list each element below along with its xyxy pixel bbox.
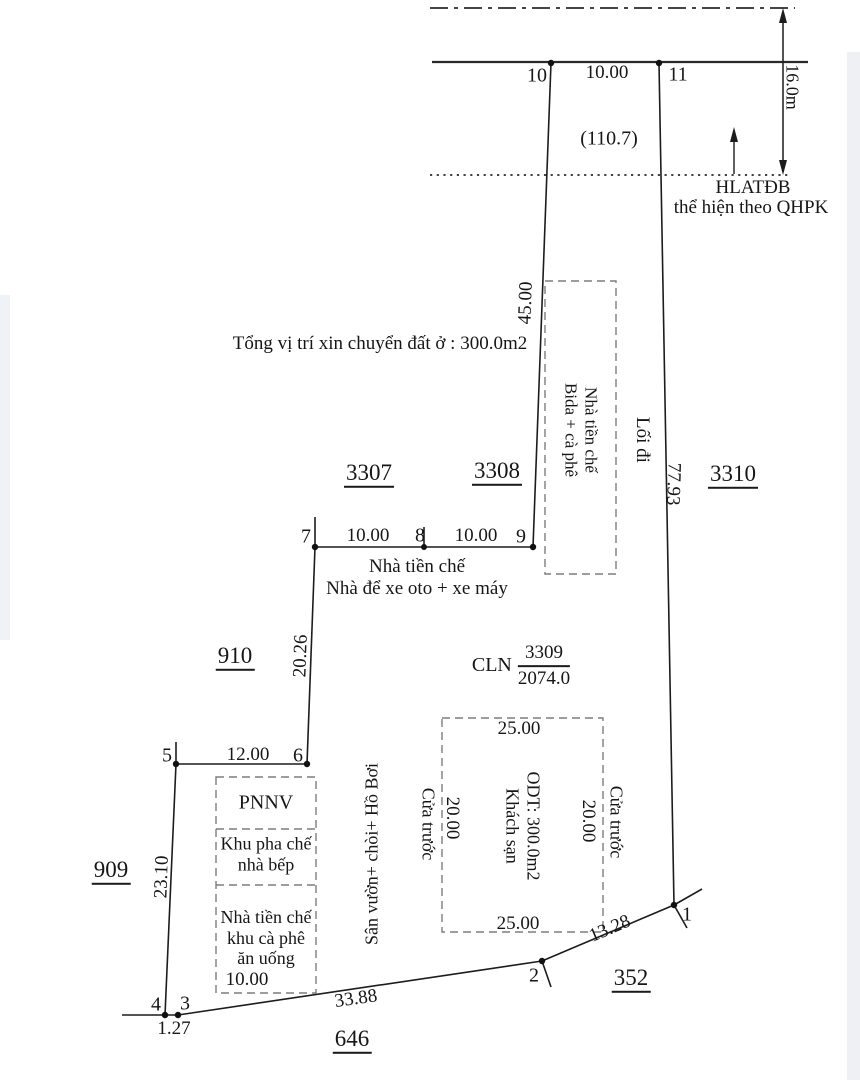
dim-20-00-right: 20.00	[577, 799, 599, 843]
dim-33-88: 33.88	[333, 985, 379, 1012]
hotel-line-2: Khách sạn	[503, 788, 523, 864]
garage-line-2: Nhà để xe oto + xe máy	[326, 578, 508, 599]
point-label-1: 1	[682, 903, 692, 926]
parcel-3309-cln	[472, 642, 570, 690]
garage-line-1: Nhà tiền chế	[368, 556, 466, 578]
point-label-8: 8	[415, 524, 425, 547]
building-pnnv-label: PNNV	[238, 791, 294, 814]
dim-25-00-bottom: 25.00	[496, 913, 540, 935]
bida-line-1: Nhà tiền chế	[581, 387, 601, 473]
bida-line-2: Bida + cà phê	[562, 382, 581, 478]
hotel-line-1: ODT: 300.0m2	[523, 771, 544, 881]
building-hotel-label	[502, 771, 543, 880]
parcel-3307: 3307	[344, 460, 394, 488]
point-label-2: 2	[529, 964, 539, 987]
dim-45-00: 45.00	[514, 281, 537, 325]
point-label-4: 4	[151, 993, 161, 1016]
cln-prefix: CLN	[471, 654, 512, 677]
dim-20-26: 20.26	[289, 634, 312, 678]
dim-25-00-top: 25.00	[497, 718, 541, 740]
dim-top-10-00: 10.00	[585, 62, 629, 84]
front-door-right-label: Cửa trước	[606, 785, 627, 859]
parcel-646: 646	[333, 1026, 372, 1054]
building-bida-label	[561, 383, 600, 477]
front-door-left-label: Cửa trước	[418, 787, 439, 861]
building-cafe-label	[221, 907, 312, 969]
kitchen-line-2: nhà bếp	[237, 854, 295, 874]
cln-denominator: 2074.0	[517, 668, 571, 689]
area-110-7: (110.7)	[580, 127, 638, 150]
point-label-10: 10	[527, 64, 547, 87]
parcel-3310: 3310	[708, 461, 758, 489]
cafe-line-3: ăn uống	[237, 948, 295, 969]
note-total-area: Tổng vị trí xin chuyển đất ở : 300.0m2	[232, 333, 528, 355]
road-width-label: 16.0m	[782, 64, 803, 110]
dim-10-00-b: 10.00	[454, 525, 498, 547]
cafe-line-1: Nhà tiền chế	[220, 906, 312, 927]
point-label-7: 7	[301, 525, 311, 548]
parcel-910: 910	[216, 643, 255, 671]
dim-23-10: 23.10	[150, 855, 173, 899]
parcel-352: 352	[612, 965, 651, 993]
dim-12-00: 12.00	[226, 744, 270, 766]
building-kitchen-label	[221, 833, 312, 874]
building-garage-label	[326, 556, 508, 600]
north-pointer-arrow	[730, 127, 738, 174]
garden-pool-label: Sân vườn+ chòi+ Hồ Bơi	[361, 762, 382, 946]
point-label-6: 6	[293, 744, 303, 767]
parcel-3308: 3308	[472, 458, 522, 486]
dim-20-00-left: 20.00	[441, 796, 463, 840]
point-label-9: 9	[516, 525, 526, 548]
cafe-line-2: khu cà phê	[227, 927, 305, 948]
parcel-909: 909	[92, 857, 131, 885]
building-outlines	[216, 281, 616, 993]
kitchen-line-1: Khu pha chế	[220, 833, 312, 854]
path-loi-di-label: Lối đi	[631, 417, 653, 463]
point-label-11: 11	[668, 63, 688, 86]
boundary-lines	[122, 63, 702, 1015]
hlatdb-label: HLATĐB	[715, 177, 791, 199]
page-edge-left	[0, 295, 10, 640]
point-label-5: 5	[162, 744, 172, 767]
dim-13-28: 13.28	[586, 910, 634, 947]
dim-10-00-c: 10.00	[225, 969, 269, 991]
point-label-3: 3	[180, 992, 190, 1015]
cln-numerator: 3309	[518, 642, 570, 667]
dim-77-93: 77.93	[662, 462, 685, 506]
dim-1-27: 1.27	[157, 1018, 191, 1040]
page-edge-right	[847, 52, 860, 1080]
hlatdb-sub-label: thể hiện theo QHPK	[673, 197, 829, 219]
dim-10-00-a: 10.00	[346, 525, 390, 547]
